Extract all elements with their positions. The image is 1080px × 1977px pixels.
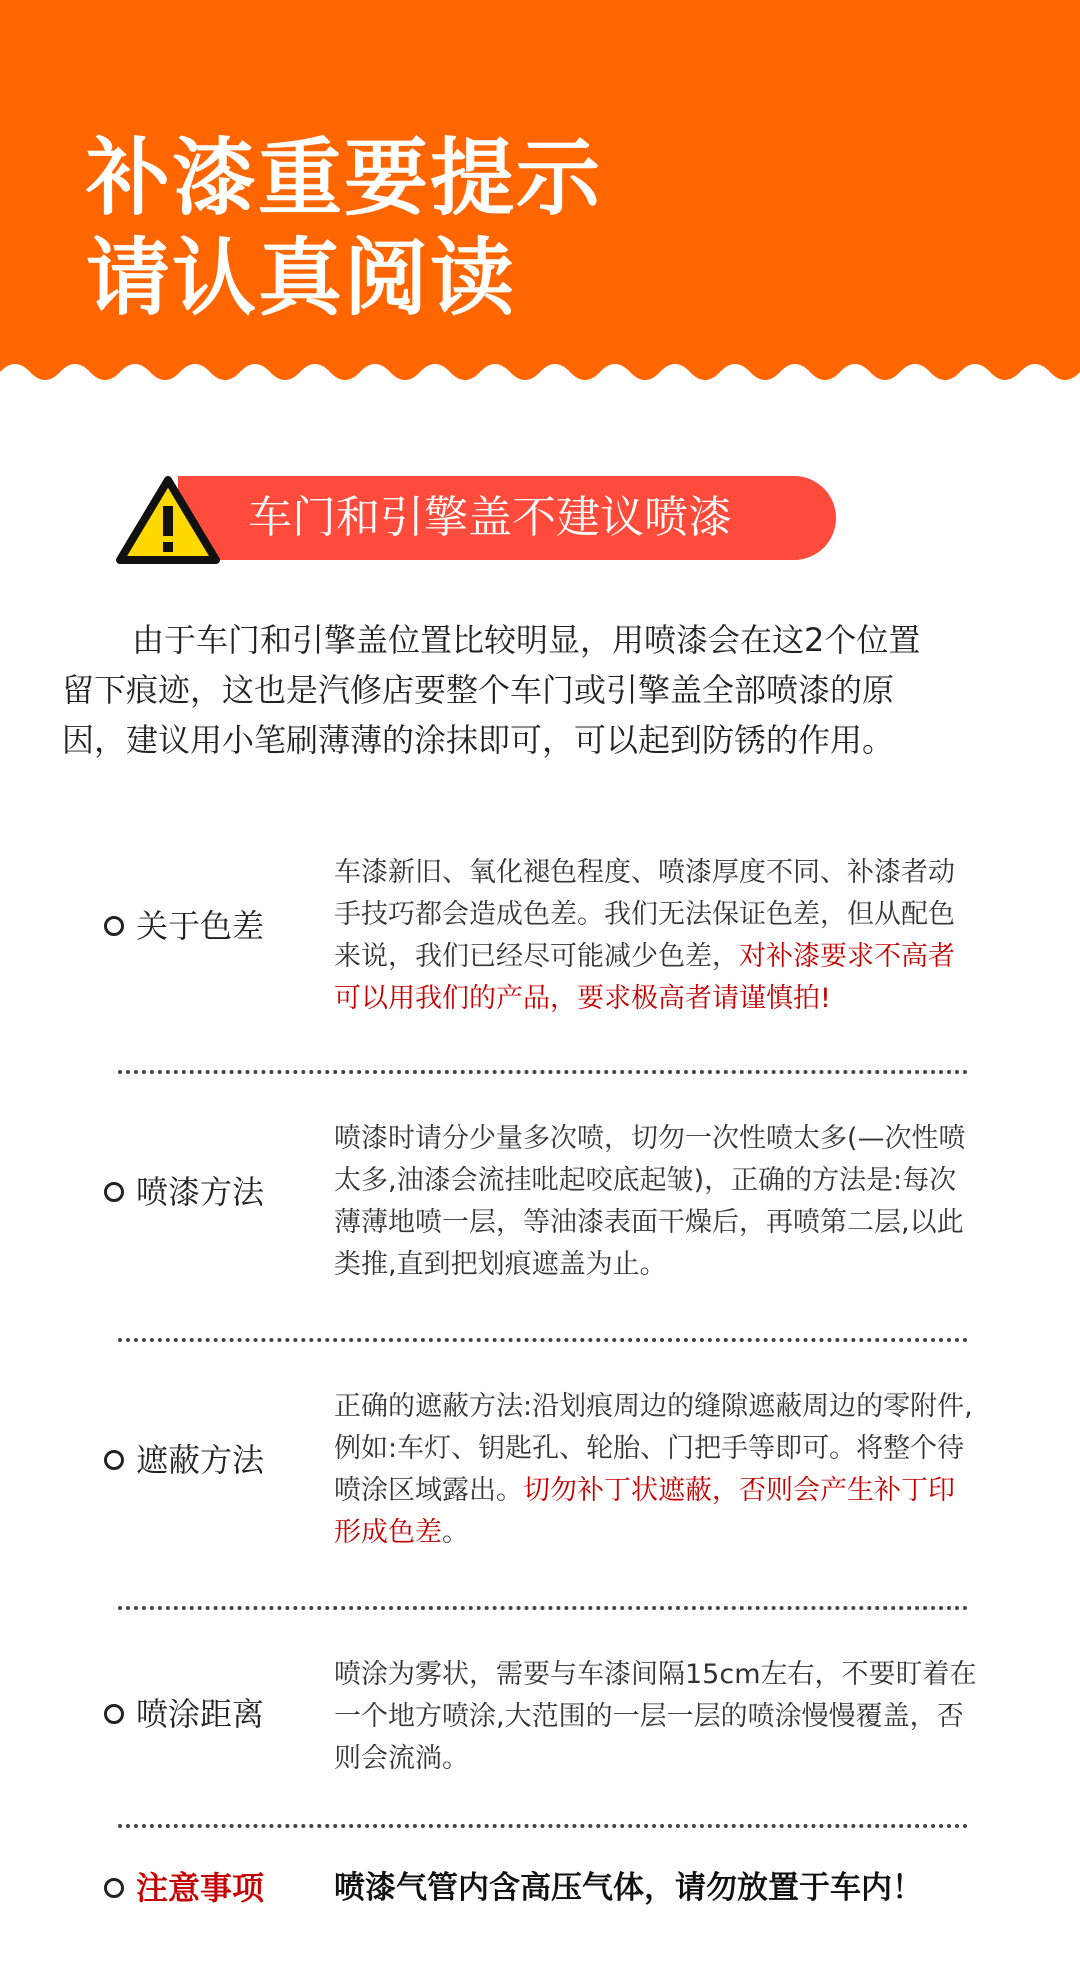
row-text-normal: 来说，我们已经尽可能减少色差， <box>334 941 739 972</box>
row-text-line <box>334 936 1024 978</box>
header-banner <box>0 0 1080 410</box>
dotted-divider <box>118 1070 968 1074</box>
row-text-line: 太多,油漆会流挂吡起咬底起皱)，正确的方法是:每次 <box>334 1165 957 1196</box>
row-label-text: 关于色差 <box>136 907 265 945</box>
row-text-spray-method <box>334 1118 1024 1286</box>
row-text-line: 薄薄地喷一层，等油漆表面干燥后，再喷第二层,以此 <box>334 1207 964 1238</box>
circle-bullet-icon <box>104 1450 124 1470</box>
notice-text: 喷漆气管内含高压气体，请勿放置于车内！ <box>334 1870 923 1906</box>
circle-bullet-icon <box>104 1878 124 1898</box>
row-text-line <box>334 1512 1024 1554</box>
row-label-spray-distance <box>104 1694 264 1734</box>
row-text-normal: 喷涂区域露出。 <box>334 1475 523 1506</box>
title-line-2: 请认真阅读 <box>86 229 517 327</box>
title-line-1: 补漆重要提示 <box>86 129 603 227</box>
row-text-line: 则会流淌。 <box>334 1743 469 1774</box>
row-text-highlight: 可以用我们的产品，要求极高者请谨慎拍! <box>334 983 831 1014</box>
intro-line-1: 由于车门和引擎盖位置比较明显，用喷漆会在这2个位置 <box>132 621 921 659</box>
row-label-color-difference <box>104 906 264 946</box>
row-text-line <box>334 1470 1024 1512</box>
row-text-line: 一个地方喷涂,大范围的一层一层的喷涂慢慢覆盖，否 <box>334 1701 964 1732</box>
row-text-line: 正确的遮蔽方法:沿划痕周边的缝隙遮蔽周边的零附件, <box>334 1391 973 1422</box>
warning-text: 车门和引擎盖不建议喷漆 <box>248 492 732 543</box>
row-label-text: 喷漆方法 <box>136 1173 265 1211</box>
page-title <box>86 128 602 328</box>
warning-banner <box>116 474 836 564</box>
row-label-text: 注意事项 <box>136 1869 265 1907</box>
row-text-normal: 。 <box>442 1517 469 1548</box>
row-text-highlight: 形成色差 <box>334 1517 442 1548</box>
row-text-line: 喷漆时请分少量多次喷，切勿一次性喷太多(—次性喷 <box>334 1123 966 1154</box>
row-label-spray-method <box>104 1172 264 1212</box>
row-label-text: 遮蔽方法 <box>136 1441 265 1479</box>
circle-bullet-icon <box>104 1704 124 1724</box>
intro-paragraph <box>62 615 1022 765</box>
row-text-line: 类推,直到把划痕遮盖为止。 <box>334 1249 667 1280</box>
dotted-divider <box>118 1824 968 1828</box>
dotted-divider <box>118 1606 968 1610</box>
row-text-line: 车漆新旧、氧化褪色程度、喷漆厚度不同、补漆者动 <box>334 857 955 888</box>
intro-line-2: 留下痕迹，这也是汽修店要整个车门或引擎盖全部喷漆的原 <box>62 671 895 709</box>
row-text-masking-method <box>334 1386 1024 1554</box>
row-text-line: 手技巧都会造成色差。我们无法保证色差，但从配色 <box>334 899 955 930</box>
circle-bullet-icon <box>104 916 124 936</box>
row-text-line: 例如:车灯、钥匙孔、轮胎、门把手等即可。将整个待 <box>334 1433 965 1464</box>
circle-bullet-icon <box>104 1182 124 1202</box>
row-text-color-difference <box>334 852 1024 1020</box>
row-label-notice <box>104 1868 264 1908</box>
row-label-text: 喷涂距离 <box>136 1695 265 1733</box>
row-text-highlight: 对补漆要求不高者 <box>739 941 955 972</box>
warning-triangle-icon <box>116 474 220 566</box>
row-text-highlight: 切勿补丁状遮蔽，否则会产生补丁印 <box>523 1475 955 1506</box>
row-label-masking-method <box>104 1440 264 1480</box>
row-text-spray-distance <box>334 1654 1024 1780</box>
row-text-line: 喷涂为雾状，需要与车漆间隔15cm左右，不要盯着在 <box>334 1659 977 1690</box>
dotted-divider <box>118 1338 968 1342</box>
intro-line-3: 因，建议用小笔刷薄薄的涂抹即可，可以起到防锈的作用。 <box>62 721 895 759</box>
